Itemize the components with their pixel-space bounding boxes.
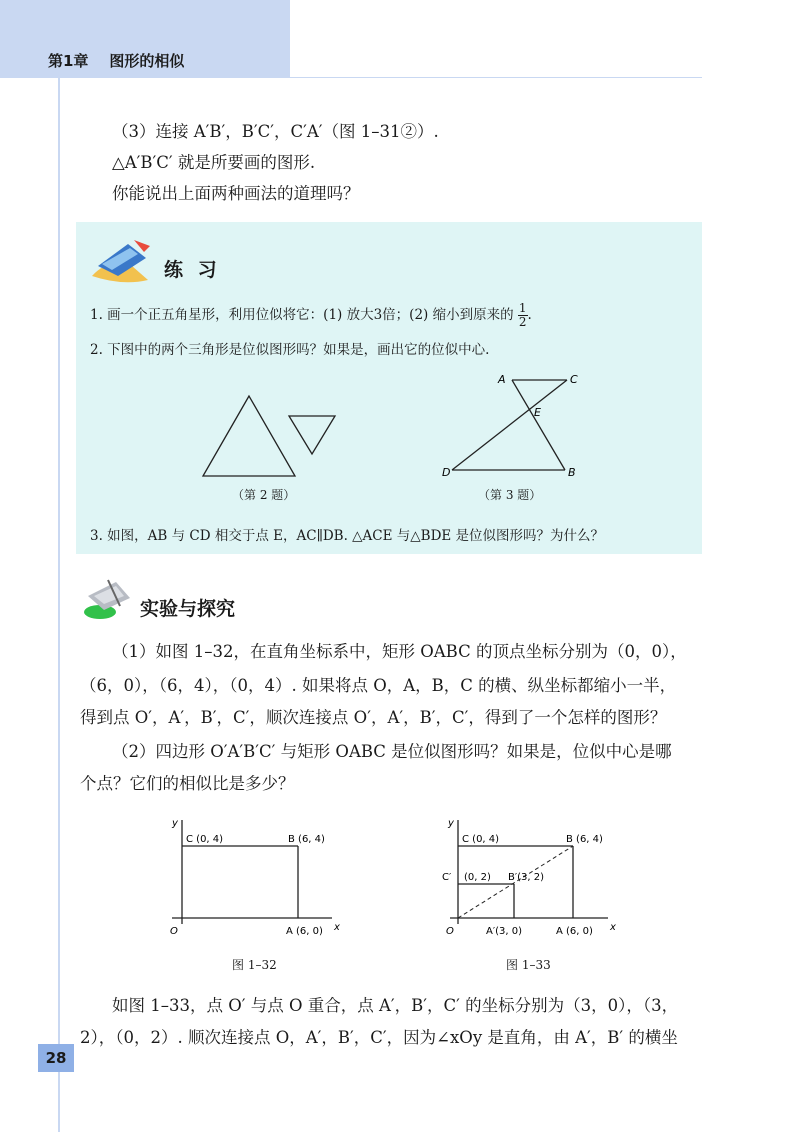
- exercise-question-2: 2. 下图中的两个三角形是位似图形吗？如果是，画出它的位似中心.: [90, 342, 490, 358]
- point-Bprime-label: B′(3, 2): [508, 872, 545, 883]
- label-E: E: [534, 406, 541, 419]
- point-C-label: C (0, 4): [462, 834, 500, 845]
- fraction-one-half: $\frac{1}{2}$: [518, 301, 527, 329]
- bottom-line-2: 2），（0，2）. 顺次连接点 O，A′，B′，C′，因为∠xOy 是直角，由 A′，B′ 的横坐: [80, 1028, 678, 1047]
- figure-1-32: [160, 812, 350, 942]
- chapter-title: 第1章 图形的相似: [48, 52, 185, 70]
- label-C: C: [570, 373, 578, 386]
- explore-icon: [80, 576, 136, 622]
- label-A: A: [498, 373, 506, 386]
- caption-fig-1-32: 图 1–32: [232, 958, 277, 972]
- figure-question-3: [440, 370, 590, 482]
- exercise-question-3: 3. 如图，AB 与 CD 相交于点 E，AC∥DB. △ACE 与△BDE 是位似图形吗？为什么？: [90, 528, 605, 544]
- label-B: B: [568, 466, 576, 479]
- point-A-label: A (6, 0): [286, 926, 323, 937]
- bottom-line-1: 如图 1–33，点 O′ 与点 O 重合，点 A′，B′，C′ 的坐标分别为（3，0），（3，: [112, 996, 679, 1015]
- point-O-label: O: [446, 926, 454, 937]
- point-B-label: B (6, 4): [566, 834, 603, 845]
- exercise-question-1: 1. 画一个正五角星形，利用位似将它：(1) 放大3倍；(2) 缩小到原来的 $\frac{1}{2}$ .: [90, 301, 532, 329]
- point-C-label: C (0, 4): [186, 834, 224, 845]
- axis-y-label: y: [172, 818, 178, 829]
- axis-y-label: y: [448, 818, 454, 829]
- point-B-label: B (6, 4): [288, 834, 325, 845]
- header-rule: [290, 77, 702, 78]
- page-number: 28: [38, 1044, 74, 1072]
- explore-line-2: （6，0），（6，4），（0，4）. 如果将点 O，A，B，C 的横、纵坐标都缩小一半，: [80, 676, 677, 695]
- label-D: D: [442, 466, 451, 479]
- axis-x-label: x: [334, 922, 340, 933]
- explore-line-5: 个点？它们的相似比是多少？: [80, 774, 295, 793]
- explore-title: 实验与探究: [140, 598, 236, 620]
- text-line-1: （3）连接 A′B′，B′C′，C′A′（图 1–31②）.: [112, 122, 439, 141]
- margin-rule: [58, 78, 60, 1132]
- point-Aprime-label: A′(3, 0): [486, 926, 522, 937]
- point-Cprime-coord: (0, 2): [464, 872, 491, 883]
- caption-fig-1-33: 图 1–33: [506, 958, 551, 972]
- text-line-3: 你能说出上面两种画法的道理吗？: [112, 184, 360, 203]
- figure-question-2: [195, 390, 345, 480]
- caption-question-2: （第 2 题）: [232, 488, 296, 502]
- figure-1-33: [440, 812, 620, 942]
- explore-line-4: （2）四边形 O′A′B′C′ 与矩形 OABC 是位似图形吗？如果是，位似中心是哪: [112, 742, 672, 761]
- explore-line-3: 得到点 O′，A′，B′，C′，顺次连接点 O′，A′，B′，C′，得到了一个怎样的图形？: [80, 708, 667, 727]
- caption-question-3: （第 3 题）: [478, 488, 542, 502]
- point-A-label: A (6, 0): [556, 926, 593, 937]
- exercise-title: 练 习: [164, 259, 221, 281]
- text-line-2: △A′B′C′ 就是所要画的图形.: [112, 153, 316, 172]
- explore-line-1: （1）如图 1–32，在直角坐标系中，矩形 OABC 的顶点坐标分别为（0，0），: [112, 642, 687, 661]
- point-Cprime-label: C′: [442, 872, 452, 883]
- exercise-icon: [88, 236, 156, 288]
- point-O-label: O: [170, 926, 178, 937]
- axis-x-label: x: [610, 922, 616, 933]
